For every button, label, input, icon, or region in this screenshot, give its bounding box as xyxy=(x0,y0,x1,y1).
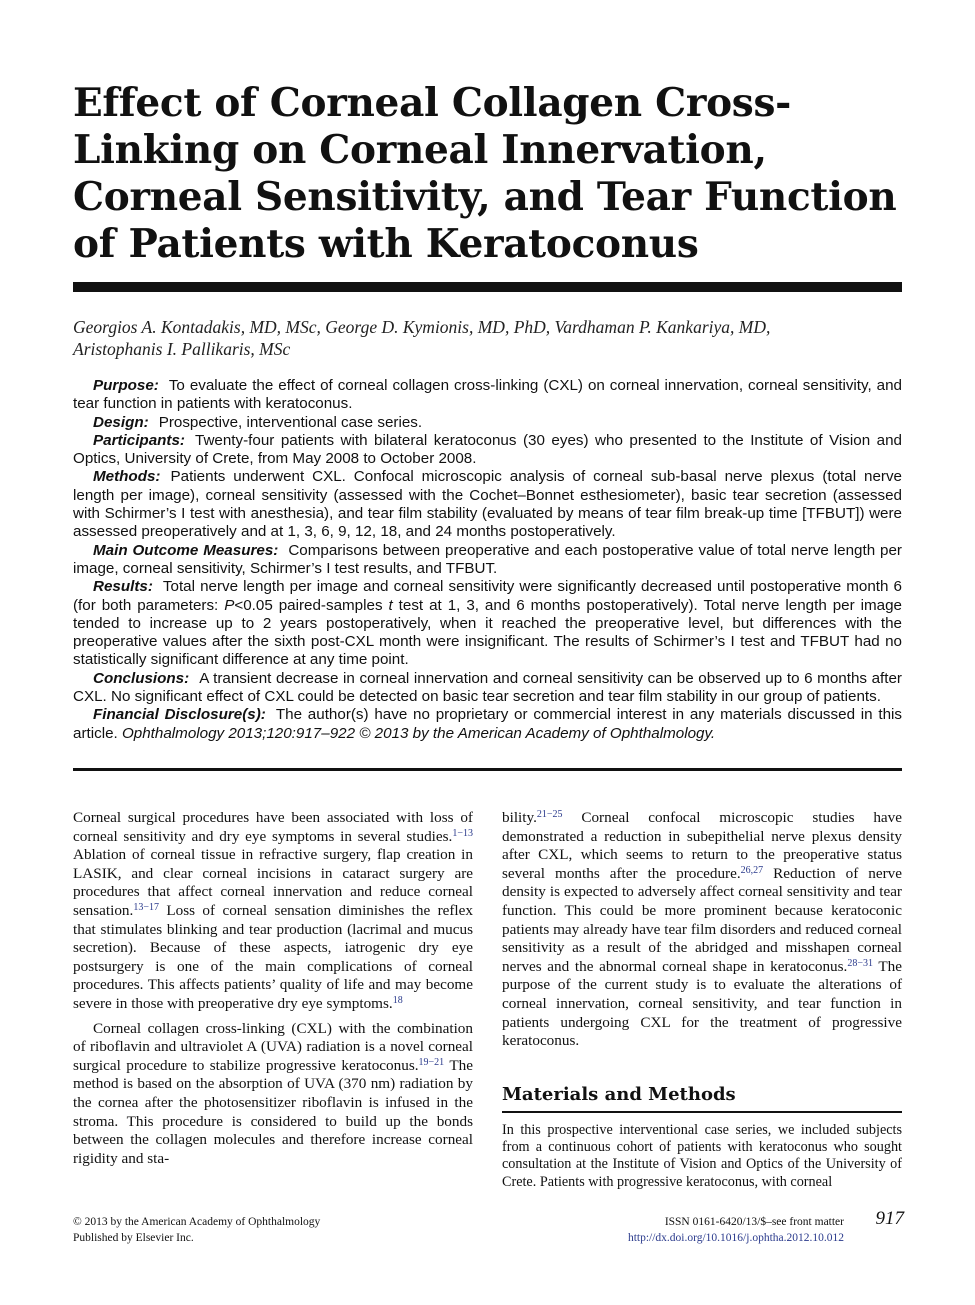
reference-link[interactable]: 18 xyxy=(392,994,403,1006)
body-column-left xyxy=(73,809,473,1168)
participants-text: Twenty-four patients with bilateral keratoconus (30 eyes) who presented to the Institute of Vision and Optics, University of Crete, from May 2008 to October 2008. xyxy=(73,431,902,468)
results-text-a: Total nerve length per image and corneal sensitivity were significantly decreased until postoperative month 6 (for both parameters: xyxy=(73,578,902,614)
body-column-right xyxy=(502,809,902,1051)
participants-label: Participants: xyxy=(93,431,185,449)
results-p-symbol: P xyxy=(224,596,235,614)
results-t-symbol: t xyxy=(388,596,393,614)
outcome-label: Main Outcome Measures: xyxy=(93,541,279,559)
page-number: 917 xyxy=(875,1208,904,1229)
methods-section-text xyxy=(502,1122,902,1191)
body-paragraph xyxy=(73,809,473,1014)
results-text-b: <0.05 paired-samples xyxy=(234,596,389,614)
body-text: Corneal collagen cross-linking (CXL) with the combination of riboflavin and ultraviolet A (UVA) radiation is a novel corneal surgical procedure to stabilize progressive keratoconus. xyxy=(73,1019,473,1074)
purpose-label: Purpose: xyxy=(93,377,159,394)
doi-link[interactable]: http://dx.doi.org/10.1016/j.ophtha.2012.10.012 xyxy=(627,1231,844,1244)
publisher-notice: Published by Elsevier Inc. xyxy=(73,1231,194,1244)
body-paragraph xyxy=(502,809,902,1051)
issn: ISSN 0161-6420/13/$–see front matter xyxy=(664,1216,844,1228)
reference-link[interactable]: 19−21 xyxy=(418,1056,445,1068)
body-text: The method is based on the absorption of UVA (370 nm) radiation by the cornea after the photosensitizer riboflavin is infused in the stroma. This procedure is considered to build up the bonds between the collagen molecules and therefore increase corneal rigidity and sta- xyxy=(73,1056,473,1167)
body-text: The purpose of the current study is to evaluate the alterations of corneal innervation, corneal sensitivity, and tear function in patients undergoing CXL for the treatment of progressive keratoconus. xyxy=(502,957,902,1050)
purpose-text: To evaluate the effect of corneal collagen cross-linking (CXL) on corneal innervation, corneal sensitivity, and tear function in patients with keratoconus. xyxy=(73,377,902,413)
conclusions-text: A transient decrease in corneal innervation and corneal sensitivity can be observed up to 6 months after CXL. No significant effect of CXL could be detected on basic tear secretion and tear film stability in our group of patients. xyxy=(73,669,902,706)
reference-link[interactable]: 26,27 xyxy=(740,864,764,876)
abstract-disclosure xyxy=(73,706,902,743)
outcome-text: Comparisons between preoperative and each postoperative value of total nerve length per image, corneal sensitivity, Schirmer’s I test results, and TFBUT. xyxy=(73,541,902,577)
abstract-conclusions xyxy=(73,670,902,707)
title-rule xyxy=(73,282,902,292)
conclusions-label: Conclusions: xyxy=(93,669,190,687)
section-heading: Materials and Methods xyxy=(502,1084,736,1105)
abstract-methods xyxy=(73,468,902,541)
methods-text: Patients underwent CXL. Confocal microscopic analysis of corneal sub-basal nerve plexus (total nerve length per image), corneal sensitivity (assessed with the Cochet–Bonnet esthesiometer), basic tear secretion (assessed with Schirmer’s I test with anesthesia), and tear film stability (evaluated by means of tear film break-up time [TFBUT]) were assessed preoperatively and at 1, 3, 6, 9, 12, 18, and 24 months postoperatively. xyxy=(73,468,902,541)
authors-line-1: Georgios A. Kontadakis, MD, MSc, George D. Kymionis, MD, PhD, Vardhaman P. Kankariya, MD, xyxy=(73,317,771,337)
section-rule xyxy=(502,1111,902,1113)
disclosure-label: Financial Disclosure(s): xyxy=(93,706,266,724)
author-list xyxy=(73,316,903,360)
body-paragraph xyxy=(73,1020,473,1169)
reference-link[interactable]: 1−13 xyxy=(452,827,473,839)
reference-link[interactable]: 13−17 xyxy=(133,901,159,913)
results-text-c: test at 1, 3, and 6 months postoperatively). Total nerve length per image tended to increase up to 2 years postoperatively, when it reached the preoperative level, but differences with the preoperative values after the sixth post-CXL month were insignificant. The results of Schirmer’s I test and TFBUT had no statistically significant difference at any time point. xyxy=(73,596,902,669)
abstract-results xyxy=(73,578,902,669)
abstract-participants xyxy=(73,432,902,469)
abstract-purpose xyxy=(73,377,902,414)
methods-label: Methods: xyxy=(93,468,161,486)
body-text: Ablation of corneal tissue in refractive surgery, flap creation in LASIK, and clear corneal incisions in cataract surgery are procedures that affect corneal innervation and reduce corneal sensation. xyxy=(73,846,473,919)
body-text: Corneal confocal microscopic studies have demonstrated a reduction in subepithelial nerve plexus density after CXL, which seems to return to the preoperative status several months after the procedure. xyxy=(502,809,902,882)
footer-right xyxy=(560,1215,844,1246)
results-label: Results: xyxy=(93,578,153,596)
reference-link[interactable]: 28−31 xyxy=(847,957,873,969)
body-text: Loss of corneal sensation diminishes the reflex that stimulates blinking and tear production (lacrimal and mucus secretion). Because of these aspects, iatrogenic dry eye postsurgery is one of the main complications of corneal procedures. This affects patients’ quality of life and may become severe in those with preoperative dry eye symptoms. xyxy=(73,901,473,1012)
body-text: bility. xyxy=(502,809,537,826)
journal-citation: Ophthalmology 2013;120:917–922 © 2013 by the American Academy of Ophthalmology. xyxy=(121,724,716,742)
design-text: Prospective, interventional case series. xyxy=(158,413,423,431)
authors-line-2: Aristophanis I. Pallikaris, MSc xyxy=(73,339,291,359)
reference-link[interactable]: 21−25 xyxy=(536,809,563,820)
abstract-outcome xyxy=(73,542,902,579)
abstract xyxy=(73,377,902,743)
body-text: Reduction of nerve density is expected to adversely affect corneal sensitivity and tear function. This could be more prominent because keratoconic patients may already have tear film disorders and reduced corneal sensitivity as a result of the abridged and misshapen corneal nerves and the abnormal corneal shape in keratoconus. xyxy=(502,864,902,975)
disclosure-text: The author(s) have no proprietary or commercial interest in any materials discussed in this article. xyxy=(73,706,902,742)
article-title: Effect of Corneal Collagen Cross-Linking on Corneal Innervation, Corneal Sensitivity, and Tear Function of Patients with Keratoconus xyxy=(73,80,897,267)
design-label: Design: xyxy=(93,413,149,431)
body-text: Corneal surgical procedures have been associated with loss of corneal sensitivity and dry eye symptoms in several studies. xyxy=(73,809,473,845)
abstract-rule xyxy=(73,768,902,771)
footer-left xyxy=(73,1215,453,1246)
copyright-notice: © 2013 by the American Academy of Ophthalmology xyxy=(73,1216,321,1228)
abstract-design xyxy=(73,414,902,432)
methods-paragraph: In this prospective interventional case series, we included subjects from a continuous cohort of patients with keratoconus who sought consultation at the Institute of Vision and Optics of the University of Crete. Patients with progressive keratoconus, with corneal xyxy=(502,1122,902,1190)
